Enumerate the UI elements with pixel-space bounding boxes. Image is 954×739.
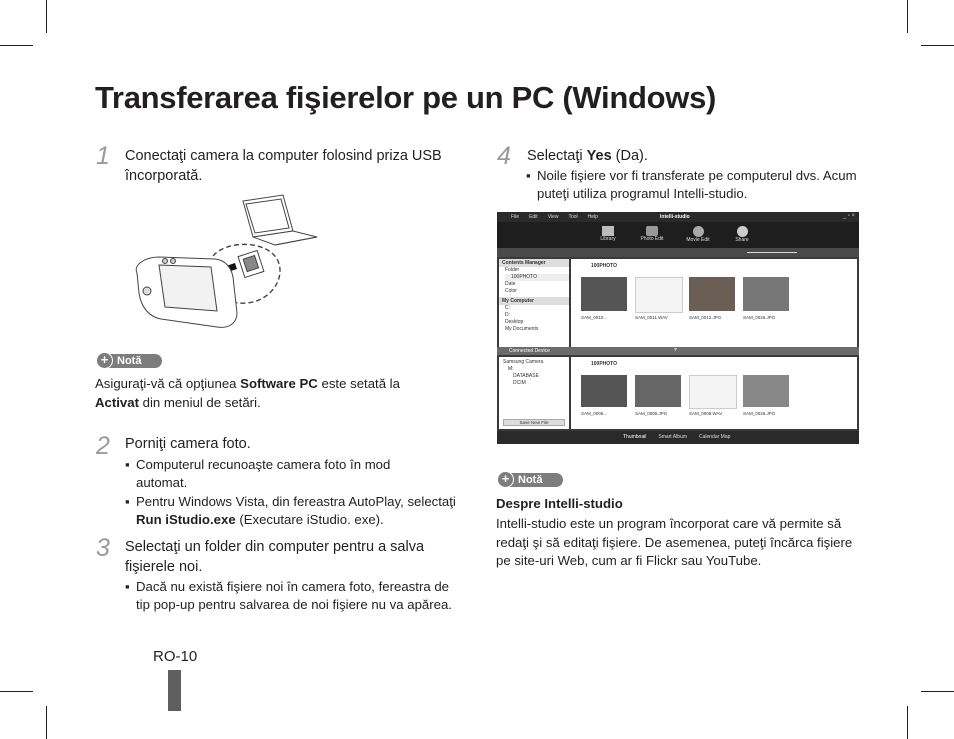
step-text: Conectaţi camera la computer folosind priza USB încorporată. bbox=[125, 148, 442, 184]
note-bold: Activat bbox=[95, 394, 139, 410]
note-text bbox=[95, 375, 445, 412]
crop-mark bbox=[46, 706, 47, 739]
tab-smart-album[interactable]: Smart Album bbox=[658, 434, 687, 440]
tree-item[interactable]: DATABASE bbox=[513, 373, 539, 379]
note-heading: Despre Intelli-studio bbox=[496, 496, 623, 511]
secondary-toolbar bbox=[497, 248, 859, 257]
tree-item[interactable]: Date bbox=[505, 281, 516, 287]
content-area-top bbox=[571, 259, 857, 347]
step-text-part: Selectaţi bbox=[527, 148, 587, 164]
step-text-part: (Da). bbox=[611, 148, 648, 164]
tree-item[interactable]: C: bbox=[505, 305, 510, 311]
contents-manager-panel bbox=[499, 259, 569, 347]
step-number: 1 bbox=[96, 142, 110, 170]
tree-item[interactable]: Desktop bbox=[505, 319, 524, 325]
menu-help[interactable]: Help bbox=[587, 214, 598, 220]
file-label[interactable]: SAM_0008.WAV bbox=[689, 411, 723, 416]
app-title: Intelli-studio bbox=[660, 214, 690, 220]
main-toolbar bbox=[497, 222, 859, 248]
connected-device-label: Connected Device bbox=[509, 348, 550, 354]
bullet-text: (Executare iStudio. exe). bbox=[235, 512, 384, 527]
crop-mark bbox=[0, 691, 33, 692]
bullet-text: Computerul recunoaşte camera foto în mod automat. bbox=[136, 457, 391, 490]
note-badge bbox=[497, 471, 563, 488]
toolbar-movie-edit[interactable]: Movie Edit bbox=[685, 226, 711, 243]
step-bold: Yes bbox=[586, 148, 612, 164]
step-number: 2 bbox=[96, 432, 110, 460]
tree-item[interactable]: DCIM bbox=[513, 380, 526, 386]
crop-mark bbox=[0, 45, 33, 46]
bullet-text: Dacă nu există fişiere noi în camera foto, fereastra de tip pop-up pentru salvarea de noi fişiere nu va apărea. bbox=[136, 579, 452, 612]
file-label[interactable]: SAM_0006... bbox=[581, 411, 608, 416]
crop-mark bbox=[46, 0, 47, 33]
file-label[interactable]: SAM_0011.WAV bbox=[635, 315, 668, 320]
bullet-item: ▪ Noile fişiere vor fi transferate pe computerul dvs. Acum puteţi utiliza programul Intelli-studio. bbox=[526, 168, 857, 201]
intelli-studio-screenshot bbox=[497, 212, 859, 444]
step-number: 4 bbox=[497, 142, 511, 170]
tree-item[interactable]: 100PHOTO bbox=[505, 274, 569, 281]
usb-plug-icon bbox=[238, 250, 264, 277]
file-label[interactable]: SAM_0005.JPG bbox=[635, 411, 668, 416]
crop-mark bbox=[921, 45, 954, 46]
window-controls[interactable]: _ ▫ × bbox=[842, 213, 855, 219]
bullet-bold: Run iStudio.exe bbox=[136, 512, 236, 527]
plus-icon: + bbox=[497, 471, 514, 488]
bullet-item: ▪ Dacă nu există fişiere noi în camera foto, fereastra de tip pop-up pentru salvarea de noi fişiere nu va apărea. bbox=[125, 579, 452, 612]
toolbar-share[interactable]: Share bbox=[731, 226, 753, 243]
step-text bbox=[527, 146, 857, 166]
tree-item[interactable]: D: bbox=[505, 312, 510, 318]
laptop-icon bbox=[243, 195, 317, 245]
note-label: Notă bbox=[518, 474, 543, 486]
tree-item[interactable]: Folder bbox=[505, 267, 520, 273]
page-tab-marker bbox=[168, 670, 181, 711]
note-label: Notă bbox=[117, 355, 142, 367]
page-title: Transferarea fişierelor pe un PC (Windows) bbox=[95, 80, 717, 115]
bottom-tab-bar bbox=[497, 431, 859, 444]
menu-file[interactable]: File bbox=[511, 214, 520, 220]
step-text: Porniţi camera foto. bbox=[125, 436, 251, 452]
collapse-arrow-icon[interactable]: ▼ bbox=[673, 347, 678, 353]
menu-view[interactable]: View bbox=[547, 214, 559, 220]
panel-header: My Computer bbox=[499, 297, 569, 305]
toolbar-photo-edit[interactable]: Photo Edit bbox=[639, 226, 665, 242]
folder-label: 100PHOTO bbox=[591, 263, 618, 269]
page-number: RO-10 bbox=[153, 648, 198, 665]
tree-item[interactable]: M: bbox=[508, 366, 514, 372]
note-bold: Software PC bbox=[240, 376, 318, 391]
crop-mark bbox=[921, 691, 954, 692]
zoom-slider[interactable] bbox=[747, 252, 797, 253]
toolbar-library[interactable]: Library bbox=[597, 226, 619, 242]
tree-item[interactable]: My Documents bbox=[505, 326, 539, 332]
bullet-item: ▪ Pentru Windows Vista, din fereastra AutoPlay, selectaţi Run iStudio.exe (Executare iStudio. exe). bbox=[125, 494, 456, 527]
camera-icon bbox=[136, 257, 237, 327]
panel-header: Contents Manager bbox=[499, 259, 569, 267]
save-new-file-button[interactable]: Save New File bbox=[503, 419, 565, 426]
note-text-part: este setată la bbox=[317, 376, 400, 391]
menu-tool[interactable]: Tool bbox=[568, 214, 578, 220]
file-label[interactable]: SAM_0012.JPG bbox=[689, 315, 722, 320]
file-label[interactable]: SAM_0026.JPG bbox=[743, 315, 776, 320]
menu-edit[interactable]: Edit bbox=[529, 214, 538, 220]
device-panel bbox=[499, 357, 569, 429]
note-text: Intelli-studio este un program încorporat care vă permite să redaţi şi să editaţi fişiere. De asemenea, puteţi încărca fişiere pe site-uri Web, cum ar fi Flickr sau YouTube. bbox=[496, 516, 853, 568]
step-text: Selectaţi un folder din computer pentru a salva fişierele noi. bbox=[125, 539, 425, 575]
bullet-text: Noile fişiere vor fi transferate pe computerul dvs. Acum puteţi utiliza programul Intelli-studio. bbox=[537, 168, 857, 201]
crop-mark bbox=[907, 706, 908, 739]
content-area-bottom bbox=[571, 357, 857, 429]
app-title-bar bbox=[497, 212, 859, 222]
plus-icon: + bbox=[96, 352, 113, 369]
file-label[interactable]: SAM_0026.JPG bbox=[743, 411, 776, 416]
note-badge bbox=[96, 352, 162, 369]
crop-mark bbox=[907, 0, 908, 33]
note-text-part: din meniul de setări. bbox=[138, 394, 261, 410]
folder-label: 100PHOTO bbox=[591, 361, 618, 367]
tree-item[interactable]: Color bbox=[505, 288, 517, 294]
step-number: 3 bbox=[96, 534, 110, 562]
bullet-item: ▪ Computerul recunoaşte camera foto în mod automat. bbox=[125, 457, 391, 490]
connected-device-bar bbox=[497, 347, 859, 355]
tab-calendar-map[interactable]: Calendar Map bbox=[698, 434, 731, 440]
tab-thumbnail[interactable]: Thumbnail bbox=[623, 434, 647, 440]
file-label[interactable]: SAM_0010... bbox=[581, 315, 608, 320]
bullet-text: Pentru Windows Vista, din fereastra AutoPlay, selectaţi bbox=[136, 494, 456, 509]
note-text-part: Asiguraţi-vă că opţiunea bbox=[95, 376, 241, 391]
camera-usb-illustration bbox=[125, 193, 325, 333]
tree-item[interactable]: Samsung Camera bbox=[503, 359, 544, 365]
